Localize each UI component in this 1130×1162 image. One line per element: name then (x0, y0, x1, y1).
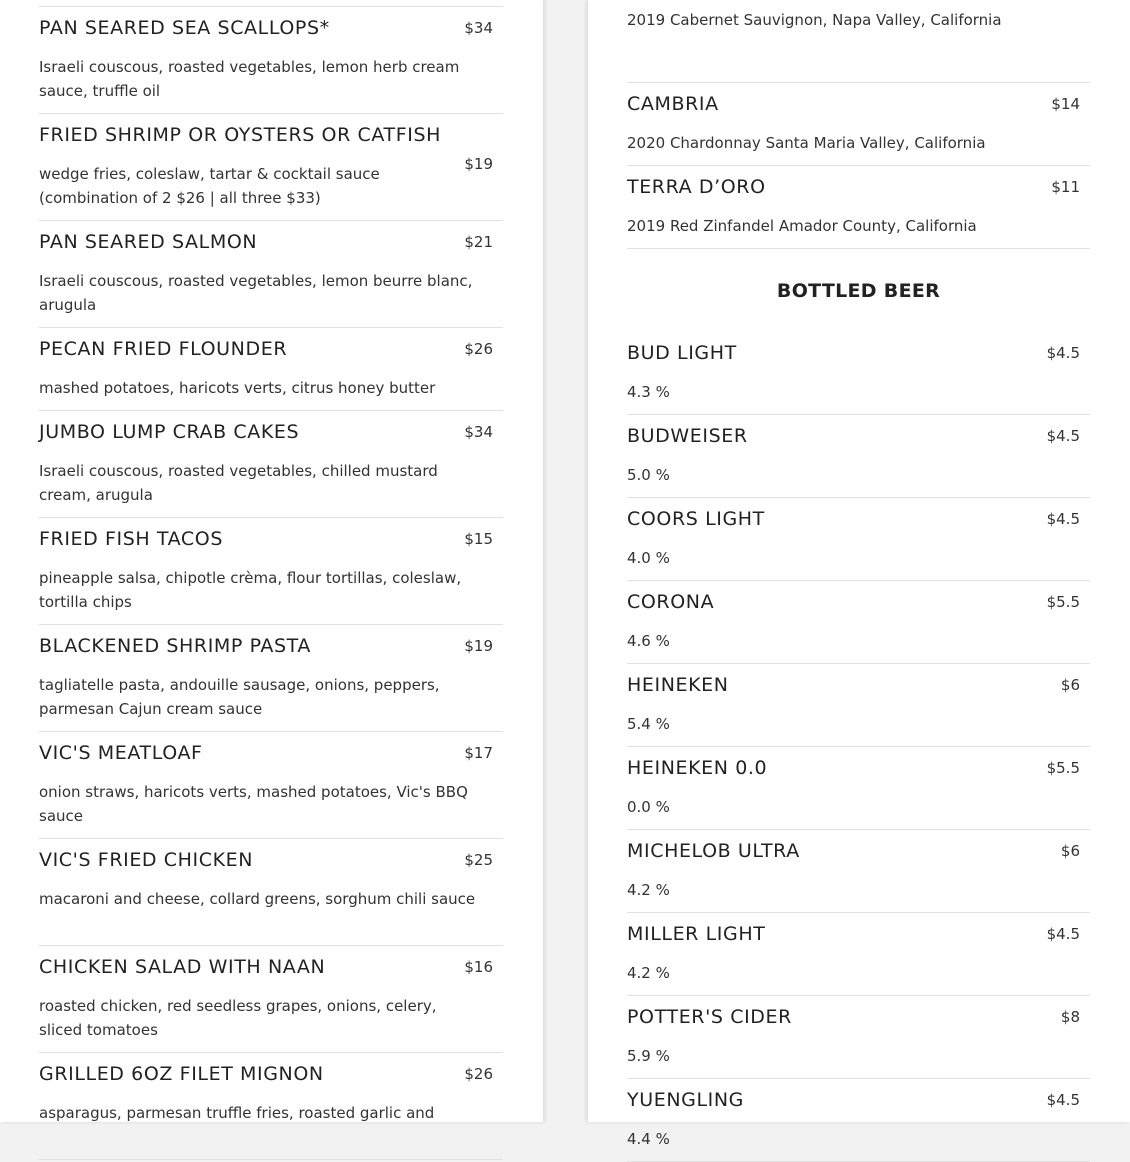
entrees-list (39, 6, 503, 1160)
menu-item (39, 1053, 503, 1160)
item-description: mashed potatoes, haricots verts, citrus honey butter (39, 379, 436, 397)
item-description: Israeli couscous, roasted vegetables, chilled mustard cream, arugula (39, 462, 438, 504)
item-name: MILLER LIGHT (627, 923, 766, 945)
section-heading (627, 249, 1090, 332)
beer-item (627, 581, 1090, 664)
item-price: $19 (464, 637, 493, 655)
item-abv: 4.4 % (627, 1130, 670, 1148)
beer-item (627, 747, 1090, 830)
item-price: $26 (464, 1065, 493, 1083)
item-price: $34 (464, 423, 493, 441)
item-name: YUENGLING (627, 1089, 744, 1111)
item-name: MICHELOB ULTRA (627, 840, 800, 862)
wine-item (627, 83, 1090, 166)
item-name: GRILLED 6OZ FILET MIGNON (39, 1063, 324, 1085)
menu-item (39, 732, 503, 839)
menu-item (39, 839, 503, 946)
item-price: $4.5 (1046, 510, 1080, 528)
item-price: $6 (1060, 676, 1080, 694)
item-description: pineapple salsa, chipotle crèma, flour tortillas, coleslaw, tortilla chips (39, 569, 462, 611)
item-price: $21 (464, 233, 493, 251)
menu-item (39, 114, 503, 221)
item-name: VIC'S FRIED CHICKEN (39, 849, 254, 871)
item-name: JUMBO LUMP CRAB CAKES (39, 421, 300, 443)
item-name: BUD LIGHT (627, 342, 737, 364)
item-price: $5.5 (1046, 759, 1080, 777)
item-name: BLACKENED SHRIMP PASTA (39, 635, 312, 657)
wine-item (627, 166, 1090, 249)
item-price: $11 (1051, 178, 1080, 196)
entrees-panel (0, 0, 543, 1122)
item-price: $4.5 (1046, 925, 1080, 943)
item-price: $4.5 (1046, 427, 1080, 445)
item-name: VIC'S MEATLOAF (39, 742, 203, 764)
beer-item (627, 996, 1090, 1079)
item-description: 2019 Red Zinfandel Amador County, California (627, 217, 977, 235)
beer-item (627, 1079, 1090, 1162)
menu-item (39, 946, 503, 1053)
beer-item (627, 415, 1090, 498)
item-price: $26 (464, 340, 493, 358)
menu-item (39, 518, 503, 625)
item-price: $15 (464, 530, 493, 548)
item-price: $19 (464, 155, 493, 173)
item-abv: 4.2 % (627, 881, 670, 899)
item-price: $4.5 (1046, 1091, 1080, 1109)
item-name: PAN SEARED SEA SCALLOPS* (39, 17, 330, 39)
item-price: $16 (464, 958, 493, 976)
item-description: asparagus, parmesan truffle fries, roasted garlic and (39, 1104, 435, 1122)
item-description: onion straws, haricots verts, mashed potatoes, Vic's BBQ sauce (39, 783, 468, 825)
menu-item (39, 411, 503, 518)
item-description: 2020 Chardonnay Santa Maria Valley, California (627, 134, 986, 152)
item-abv: 4.0 % (627, 549, 670, 567)
item-description: roasted chicken, red seedless grapes, onions, celery, sliced tomatoes (39, 997, 437, 1039)
section-title: BOTTLED BEER (776, 280, 941, 302)
item-price: $34 (464, 19, 493, 37)
item-description: 2019 Cabernet Sauvignon, Napa Valley, California (627, 11, 1002, 29)
item-description: tagliatelle pasta, andouille sausage, onions, peppers, parmesan Cajun cream sauce (39, 676, 440, 718)
menu-item (39, 328, 503, 411)
menu-item (39, 625, 503, 732)
item-abv: 5.4 % (627, 715, 670, 733)
item-price: $14 (1051, 95, 1080, 113)
menu-item (39, 7, 503, 114)
item-price: $17 (464, 744, 493, 762)
item-price: $4.5 (1046, 344, 1080, 362)
item-abv: 4.2 % (627, 964, 670, 982)
item-name: TERRA D’ORO (627, 176, 766, 198)
item-price: $8 (1060, 1008, 1080, 1026)
item-name: CHICKEN SALAD WITH NAAN (39, 956, 326, 978)
item-name: HEINEKEN 0.0 (627, 757, 768, 779)
item-description: macaroni and cheese, collard greens, sorghum chili sauce (39, 890, 476, 908)
beer-item (627, 830, 1090, 913)
item-description: wedge fries, coleslaw, tartar & cocktail sauce (combination of 2 $26 | all three $33) (39, 165, 380, 207)
item-price: $25 (464, 851, 493, 869)
beer-item (627, 332, 1090, 415)
item-description: Israeli couscous, roasted vegetables, lemon beurre blanc, arugula (39, 272, 473, 314)
drinks-panel (588, 0, 1130, 1148)
item-name: CAMBRIA (627, 93, 719, 115)
item-abv: 4.3 % (627, 383, 670, 401)
item-name: FRIED FISH TACOS (39, 528, 224, 550)
menu-item (39, 221, 503, 328)
item-abv: 0.0 % (627, 798, 670, 816)
wine-item (627, 0, 1090, 83)
beer-item (627, 498, 1090, 581)
item-abv: 4.6 % (627, 632, 670, 650)
item-name: PECAN FRIED FLOUNDER (39, 338, 288, 360)
item-name: COORS LIGHT (627, 508, 765, 530)
item-description: Israeli couscous, roasted vegetables, lemon herb cream sauce, truffle oil (39, 58, 460, 100)
item-name: HEINEKEN (627, 674, 729, 696)
item-name: PAN SEARED SALMON (39, 231, 258, 253)
item-name: CORONA (627, 591, 715, 613)
item-name: POTTER'S CIDER (627, 1006, 792, 1028)
item-price: $5.5 (1046, 593, 1080, 611)
item-abv: 5.9 % (627, 1047, 670, 1065)
item-price: $6 (1060, 842, 1080, 860)
item-abv: 5.0 % (627, 466, 670, 484)
drinks-list (627, 0, 1090, 1162)
beer-item (627, 664, 1090, 747)
item-name: BUDWEISER (627, 425, 748, 447)
item-name: FRIED SHRIMP OR OYSTERS OR CATFISH (39, 124, 442, 146)
beer-item (627, 913, 1090, 996)
